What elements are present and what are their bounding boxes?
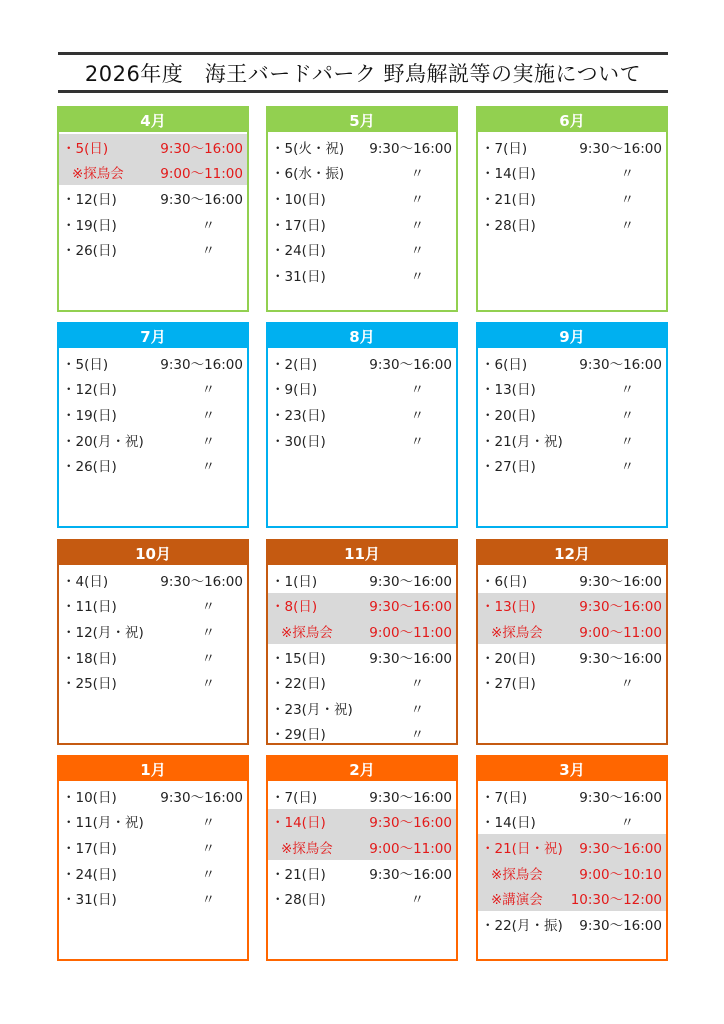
ditto-mark: 〃 xyxy=(201,866,215,883)
schedule-row xyxy=(59,593,247,619)
schedule-row xyxy=(268,427,456,453)
schedule-row xyxy=(268,783,456,809)
month-box-jan xyxy=(57,755,249,961)
schedule-list xyxy=(478,781,666,937)
schedule-date: ・19(日) xyxy=(62,217,117,234)
schedule-date: ・30(日) xyxy=(271,433,326,450)
schedule-list xyxy=(59,348,247,478)
schedule-row xyxy=(268,134,456,160)
schedule-row xyxy=(478,911,666,937)
ditto-mark: 〃 xyxy=(410,217,424,234)
schedule-row xyxy=(268,160,456,186)
schedule-row xyxy=(478,211,666,237)
schedule-time: 9:00～11:00 xyxy=(369,840,452,857)
ditto-mark: 〃 xyxy=(201,433,215,450)
schedule-date: ※探鳥会 xyxy=(281,840,333,857)
month-header: 1月 xyxy=(59,757,247,781)
schedule-date: ※探鳥会 xyxy=(72,166,124,183)
schedule-time: 9:00～10:10 xyxy=(579,866,662,883)
month-header: 2月 xyxy=(268,757,456,781)
month-header: 3月 xyxy=(478,757,666,781)
schedule-time: 9:00～11:00 xyxy=(160,166,243,183)
schedule-row xyxy=(478,401,666,427)
ditto-mark: 〃 xyxy=(620,166,634,183)
schedule-date: ・25(日) xyxy=(62,676,117,693)
schedule-row xyxy=(268,860,456,886)
schedule-date: ・21(日・祝) xyxy=(481,840,563,857)
month-header: 5月 xyxy=(268,108,456,132)
schedule-row-highlighted xyxy=(59,160,247,186)
ditto-mark: 〃 xyxy=(201,382,215,399)
schedule-row xyxy=(478,452,666,478)
ditto-mark: 〃 xyxy=(201,892,215,909)
schedule-time: 9:30～16:00 xyxy=(579,917,662,934)
schedule-date: ・6(水・振) xyxy=(271,166,345,183)
schedule-date: ・7(日) xyxy=(481,789,528,806)
schedule-list xyxy=(478,348,666,478)
schedule-time: 9:30～16:00 xyxy=(579,356,662,373)
month-box-jun xyxy=(476,106,668,312)
schedule-time: 9:30～16:00 xyxy=(369,650,452,667)
schedule-date: ・14(日) xyxy=(271,815,326,832)
schedule-row xyxy=(268,185,456,211)
schedule-date: ・4(日) xyxy=(62,573,109,590)
schedule-row-highlighted xyxy=(478,860,666,886)
schedule-time: 9:30～16:00 xyxy=(160,140,243,157)
month-box-sep xyxy=(476,322,668,528)
schedule-row xyxy=(59,567,247,593)
schedule-row xyxy=(268,401,456,427)
schedule-date: ※探鳥会 xyxy=(281,624,333,641)
ditto-mark: 〃 xyxy=(201,676,215,693)
schedule-date: ・8(日) xyxy=(271,599,318,616)
schedule-date: ・28(日) xyxy=(271,892,326,909)
schedule-list xyxy=(268,565,456,745)
schedule-date: ・5(日) xyxy=(62,140,109,157)
schedule-date: ・18(日) xyxy=(62,650,117,667)
schedule-time: 9:30～16:00 xyxy=(369,789,452,806)
month-header: 10月 xyxy=(59,541,247,565)
ditto-mark: 〃 xyxy=(201,624,215,641)
schedule-date: ・9(日) xyxy=(271,382,318,399)
schedule-row xyxy=(478,644,666,670)
schedule-row xyxy=(268,236,456,262)
schedule-date: ・24(日) xyxy=(271,243,326,260)
month-header: 9月 xyxy=(478,324,666,348)
schedule-row-highlighted xyxy=(478,593,666,619)
ditto-mark: 〃 xyxy=(201,599,215,616)
schedule-row-highlighted xyxy=(478,834,666,860)
schedule-row xyxy=(268,669,456,695)
schedule-date: ・12(月・祝) xyxy=(62,624,144,641)
schedule-time: 9:00～11:00 xyxy=(369,624,452,641)
schedule-time: 9:30～16:00 xyxy=(369,815,452,832)
ditto-mark: 〃 xyxy=(620,676,634,693)
schedule-row xyxy=(478,134,666,160)
schedule-row xyxy=(59,783,247,809)
schedule-row-highlighted xyxy=(268,593,456,619)
schedule-time: 10:30～12:00 xyxy=(570,892,662,909)
month-box-may xyxy=(266,106,458,312)
schedule-time: 9:30～16:00 xyxy=(160,191,243,208)
schedule-date: ・21(日) xyxy=(481,191,536,208)
ditto-mark: 〃 xyxy=(620,433,634,450)
schedule-date: ※講演会 xyxy=(491,892,543,909)
schedule-date: ・6(日) xyxy=(481,573,528,590)
month-box-oct xyxy=(57,539,249,745)
schedule-row xyxy=(59,185,247,211)
schedule-row xyxy=(478,783,666,809)
schedule-row xyxy=(478,567,666,593)
month-box-mar xyxy=(476,755,668,961)
schedule-date: ・23(日) xyxy=(271,407,326,424)
schedule-date: ・26(日) xyxy=(62,243,117,260)
schedule-date: ・5(日) xyxy=(62,356,109,373)
schedule-list xyxy=(478,565,666,695)
schedule-row xyxy=(268,885,456,911)
schedule-date: ※探鳥会 xyxy=(491,624,543,641)
schedule-date: ・22(日) xyxy=(271,676,326,693)
schedule-date: ・14(日) xyxy=(481,815,536,832)
schedule-row xyxy=(478,427,666,453)
schedule-time: 9:30～16:00 xyxy=(369,140,452,157)
month-box-feb xyxy=(266,755,458,961)
month-box-dec xyxy=(476,539,668,745)
schedule-date: ・29(日) xyxy=(271,727,326,744)
ditto-mark: 〃 xyxy=(201,840,215,857)
schedule-time: 9:30～16:00 xyxy=(579,599,662,616)
schedule-row xyxy=(268,350,456,376)
ditto-mark: 〃 xyxy=(620,407,634,424)
schedule-date: ・7(日) xyxy=(271,789,318,806)
ditto-mark: 〃 xyxy=(410,243,424,260)
ditto-mark: 〃 xyxy=(620,382,634,399)
schedule-list xyxy=(478,132,666,236)
schedule-date: ・26(日) xyxy=(62,459,117,476)
schedule-time: 9:30～16:00 xyxy=(160,789,243,806)
schedule-time: 9:30～16:00 xyxy=(160,356,243,373)
month-header: 8月 xyxy=(268,324,456,348)
ditto-mark: 〃 xyxy=(410,407,424,424)
schedule-date: ・20(日) xyxy=(481,650,536,667)
schedule-date: ・11(日) xyxy=(62,599,117,616)
ditto-mark: 〃 xyxy=(201,407,215,424)
schedule-date: ・15(日) xyxy=(271,650,326,667)
month-box-apr xyxy=(57,106,249,312)
month-header: 11月 xyxy=(268,541,456,565)
schedule-date: ・20(月・祝) xyxy=(62,433,144,450)
month-header: 12月 xyxy=(478,541,666,565)
ditto-mark: 〃 xyxy=(410,727,424,744)
schedule-row xyxy=(268,376,456,402)
schedule-time: 9:30～16:00 xyxy=(369,356,452,373)
schedule-time: 9:30～16:00 xyxy=(369,866,452,883)
ditto-mark: 〃 xyxy=(410,676,424,693)
schedule-date: ・28(日) xyxy=(481,217,536,234)
schedule-time: 9:30～16:00 xyxy=(369,599,452,616)
schedule-row xyxy=(59,885,247,911)
ditto-mark: 〃 xyxy=(201,815,215,832)
schedule-list xyxy=(59,781,247,911)
schedule-date: ・10(日) xyxy=(62,789,117,806)
ditto-mark: 〃 xyxy=(410,268,424,285)
month-header: 6月 xyxy=(478,108,666,132)
ditto-mark: 〃 xyxy=(620,459,634,476)
schedule-list xyxy=(59,132,247,262)
schedule-row xyxy=(59,350,247,376)
schedule-row xyxy=(59,618,247,644)
schedule-date: ・17(日) xyxy=(62,840,117,857)
schedule-row-highlighted xyxy=(268,834,456,860)
schedule-time: 9:30～16:00 xyxy=(579,650,662,667)
ditto-mark: 〃 xyxy=(410,701,424,718)
schedule-list xyxy=(268,781,456,911)
schedule-date: ・24(日) xyxy=(62,866,117,883)
schedule-row xyxy=(268,695,456,721)
schedule-time: 9:30～16:00 xyxy=(579,840,662,857)
schedule-date: ・2(日) xyxy=(271,356,318,373)
schedule-date: ・17(日) xyxy=(271,217,326,234)
schedule-date: ・22(月・振) xyxy=(481,917,563,934)
schedule-row-highlighted xyxy=(478,885,666,911)
schedule-row xyxy=(478,669,666,695)
ditto-mark: 〃 xyxy=(410,433,424,450)
schedule-row xyxy=(59,809,247,835)
schedule-date: ※探鳥会 xyxy=(491,866,543,883)
ditto-mark: 〃 xyxy=(410,166,424,183)
schedule-row xyxy=(268,567,456,593)
month-header: 4月 xyxy=(59,108,247,132)
schedule-row xyxy=(268,644,456,670)
schedule-row xyxy=(268,262,456,288)
schedule-row xyxy=(59,452,247,478)
schedule-list xyxy=(268,348,456,452)
schedule-time: 9:30～16:00 xyxy=(579,573,662,590)
schedule-row xyxy=(478,376,666,402)
ditto-mark: 〃 xyxy=(410,191,424,208)
schedule-date: ・6(日) xyxy=(481,356,528,373)
page-title-bar xyxy=(58,52,668,93)
schedule-time: 9:30～16:00 xyxy=(579,140,662,157)
ditto-mark: 〃 xyxy=(201,217,215,234)
schedule-row-highlighted xyxy=(478,618,666,644)
schedule-time: 9:30～16:00 xyxy=(160,573,243,590)
ditto-mark: 〃 xyxy=(201,459,215,476)
schedule-date: ・31(日) xyxy=(62,892,117,909)
schedule-time: 9:30～16:00 xyxy=(579,789,662,806)
schedule-row xyxy=(268,721,456,745)
page-title: 2026年度 海王バードパーク 野鳥解説等の実施について xyxy=(84,61,642,86)
month-box-nov xyxy=(266,539,458,745)
schedule-date: ・21(日) xyxy=(271,866,326,883)
schedule-row xyxy=(59,401,247,427)
ditto-mark: 〃 xyxy=(410,892,424,909)
month-box-jul xyxy=(57,322,249,528)
schedule-date: ・14(日) xyxy=(481,166,536,183)
month-header: 7月 xyxy=(59,324,247,348)
schedule-time: 9:00～11:00 xyxy=(579,624,662,641)
schedule-date: ・20(日) xyxy=(481,407,536,424)
schedule-row xyxy=(59,860,247,886)
schedule-row xyxy=(59,427,247,453)
schedule-row xyxy=(59,834,247,860)
schedule-row xyxy=(59,236,247,262)
schedule-row xyxy=(59,644,247,670)
ditto-mark: 〃 xyxy=(201,650,215,667)
schedule-date: ・1(日) xyxy=(271,573,318,590)
schedule-date: ・13(日) xyxy=(481,599,536,616)
schedule-date: ・5(火・祝) xyxy=(271,140,345,157)
schedule-row xyxy=(268,211,456,237)
schedule-date: ・11(月・祝) xyxy=(62,815,144,832)
schedule-row xyxy=(478,809,666,835)
schedule-row xyxy=(59,211,247,237)
schedule-row xyxy=(478,185,666,211)
ditto-mark: 〃 xyxy=(620,217,634,234)
schedule-date: ・13(日) xyxy=(481,382,536,399)
schedule-date: ・31(日) xyxy=(271,268,326,285)
ditto-mark: 〃 xyxy=(620,815,634,832)
schedule-row-highlighted xyxy=(59,134,247,160)
ditto-mark: 〃 xyxy=(620,191,634,208)
month-box-aug xyxy=(266,322,458,528)
schedule-date: ・27(日) xyxy=(481,676,536,693)
schedule-date: ・23(月・祝) xyxy=(271,701,353,718)
schedule-date: ・12(日) xyxy=(62,382,117,399)
schedule-row xyxy=(478,160,666,186)
schedule-date: ・7(日) xyxy=(481,140,528,157)
schedule-row-highlighted xyxy=(268,618,456,644)
schedule-list xyxy=(268,132,456,288)
schedule-time: 9:30～16:00 xyxy=(369,573,452,590)
schedule-date: ・12(日) xyxy=(62,191,117,208)
schedule-row xyxy=(59,669,247,695)
schedule-date: ・10(日) xyxy=(271,191,326,208)
ditto-mark: 〃 xyxy=(410,382,424,399)
schedule-date: ・27(日) xyxy=(481,459,536,476)
schedule-date: ・19(日) xyxy=(62,407,117,424)
schedule-row xyxy=(59,376,247,402)
schedule-row-highlighted xyxy=(268,809,456,835)
schedule-date: ・21(月・祝) xyxy=(481,433,563,450)
ditto-mark: 〃 xyxy=(201,243,215,260)
schedule-row xyxy=(478,350,666,376)
schedule-list xyxy=(59,565,247,695)
